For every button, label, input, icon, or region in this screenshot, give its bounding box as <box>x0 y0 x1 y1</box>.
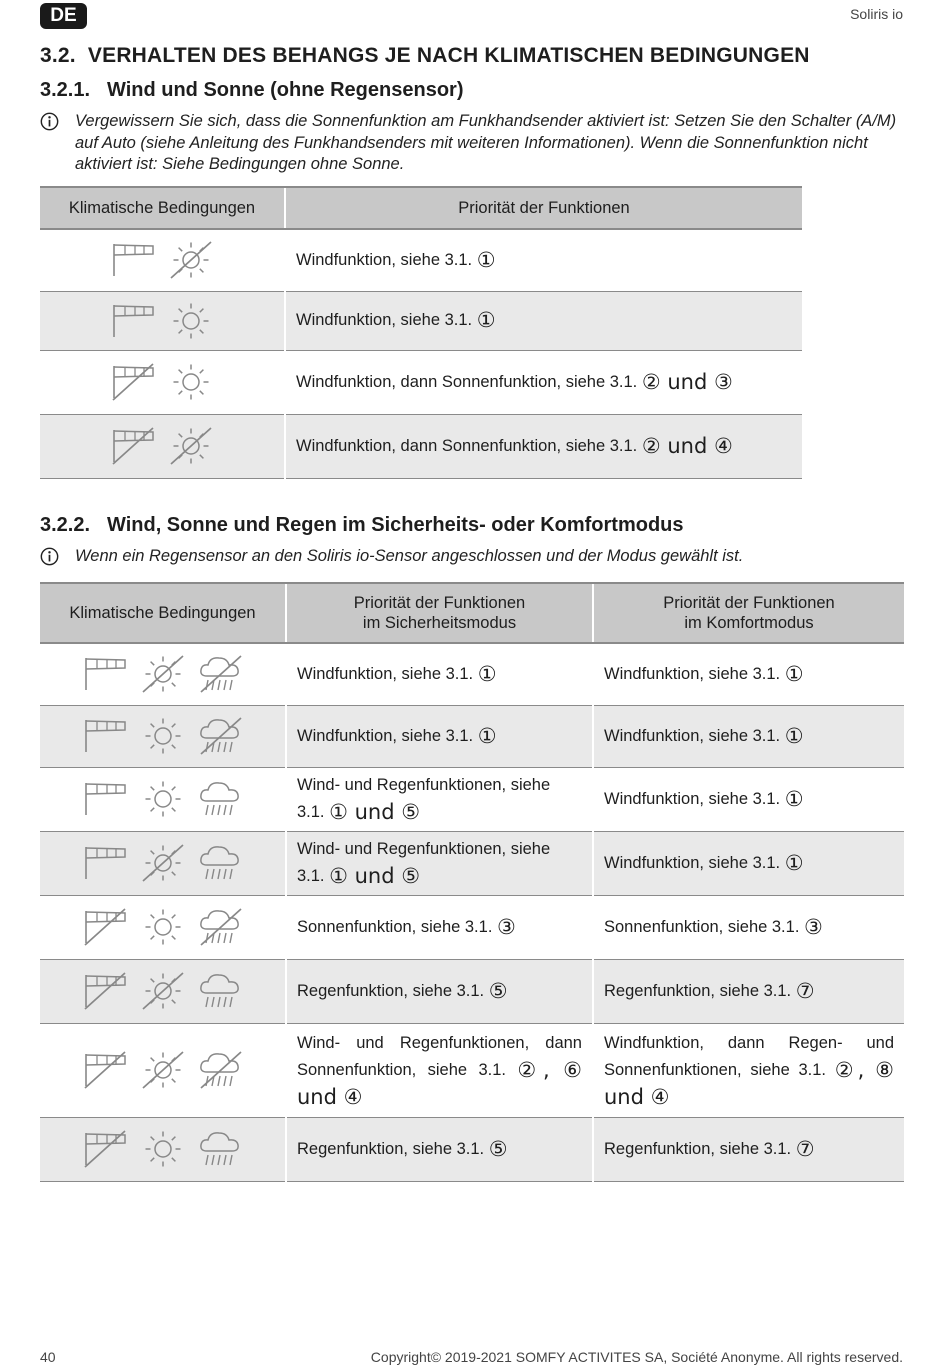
priority-text: Windfunktion, siehe 3.1. <box>296 250 473 269</box>
conditions-cell <box>40 1117 286 1181</box>
wind-crossed-icon <box>80 1127 130 1171</box>
subsection-title: Wind und Sonne (ohne Regensensor) <box>107 79 464 101</box>
copyright-notice: Copyright© 2019-2021 SOMFY ACTIVITES SA, Société Anonyme. All rights reserved. <box>370 1349 903 1365</box>
header-priority-comfort-line1: Priorität der Funktionen <box>663 594 835 612</box>
step-reference: ① <box>477 723 497 748</box>
priority-comfort-cell <box>593 643 904 705</box>
priority-comfort-cell <box>593 1117 904 1181</box>
sun-crossed-icon <box>138 969 188 1013</box>
subsection-number: 3.2.1. <box>40 79 91 101</box>
priority-safety-cell <box>286 831 593 895</box>
wind-icon <box>80 841 130 885</box>
info-note-text: Wenn ein Regensensor an den Soliris io-Sensor angeschlossen und der Modus gewählt ist. <box>75 547 744 565</box>
rain-crossed-icon <box>196 714 246 758</box>
priority-text: Regenfunktion, siehe 3.1. <box>604 981 792 1000</box>
section-number: 3.2. <box>40 44 76 67</box>
priority-comfort-cell <box>593 767 904 831</box>
sun-icon <box>166 360 216 404</box>
subsection-heading-wind-sun-rain <box>40 514 684 537</box>
wind-icon <box>80 777 130 821</box>
product-name: Soliris io <box>850 6 903 22</box>
section-title: VERHALTEN DES BEHANGS JE NACH KLIMATISCHEN BEDINGUNGEN <box>87 44 810 67</box>
conditions-cell <box>40 895 286 959</box>
header-priority-safety <box>286 583 593 643</box>
wind-icon <box>108 299 158 343</box>
conditions-cell <box>40 1023 286 1117</box>
priority-safety-cell <box>286 959 593 1023</box>
wind-crossed-icon <box>108 360 158 404</box>
table-row <box>40 1023 904 1117</box>
priority-safety-cell <box>286 895 593 959</box>
conditions-cell <box>40 705 286 767</box>
step-reference: ③ <box>804 914 823 939</box>
table-row <box>40 291 802 350</box>
priority-safety-cell <box>286 643 593 705</box>
priority-text: Wind- und Regenfunktionen, dann Sonnenfunktion, siehe 3.1. <box>297 1033 582 1079</box>
rain-icon <box>196 841 246 885</box>
sun-icon <box>138 777 188 821</box>
step-reference: ① <box>784 723 804 748</box>
step-reference: ① <box>476 247 496 272</box>
step-reference: ① und ⑤ <box>329 800 421 824</box>
priority-safety-cell <box>286 1023 593 1117</box>
header-priority-safety-line1: Priorität der Funktionen <box>353 594 526 612</box>
step-reference: ⑤ <box>488 1136 508 1161</box>
conditions-cell <box>40 643 286 705</box>
header-climatic-conditions: Klimatische Bedingungen <box>40 583 286 643</box>
page-number: 40 <box>40 1349 56 1365</box>
priority-cell <box>285 350 802 414</box>
priority-text: Windfunktion, siehe 3.1. <box>297 664 474 683</box>
rain-icon <box>196 1127 246 1171</box>
step-reference: ① <box>784 850 804 875</box>
priority-text: Windfunktion, siehe 3.1. <box>604 726 781 745</box>
priority-text: Regenfunktion, siehe 3.1. <box>604 1139 792 1158</box>
sun-icon <box>138 714 188 758</box>
wind-crossed-icon <box>108 424 158 468</box>
priority-comfort-cell <box>593 959 904 1023</box>
step-reference: ③ <box>497 914 516 939</box>
table-row <box>40 643 904 705</box>
priority-cell <box>285 291 802 350</box>
rain-crossed-icon <box>196 905 246 949</box>
priority-comfort-cell <box>593 831 904 895</box>
conditions-cell <box>40 291 285 350</box>
step-reference: ① <box>784 661 804 686</box>
priority-comfort-cell <box>593 895 904 959</box>
priority-text: Windfunktion, siehe 3.1. <box>604 853 781 872</box>
sun-icon <box>138 905 188 949</box>
priority-safety-cell <box>286 767 593 831</box>
priority-cell <box>285 414 802 478</box>
priority-text: Windfunktion, siehe 3.1. <box>604 789 781 808</box>
priority-safety-cell <box>286 705 593 767</box>
step-reference: ②, ⑥ und ④ <box>297 1057 582 1109</box>
wind-icon <box>80 652 130 696</box>
sun-crossed-icon <box>166 238 216 282</box>
conditions-cell <box>40 767 286 831</box>
priority-cell <box>285 229 802 291</box>
conditions-cell <box>40 831 286 895</box>
table-row <box>40 414 802 478</box>
priority-text: Windfunktion, siehe 3.1. <box>604 664 781 683</box>
language-badge: DE <box>40 3 87 29</box>
step-reference: ⑤ <box>488 978 508 1003</box>
step-reference: ① <box>476 308 496 332</box>
conditions-cell <box>40 414 285 478</box>
header-climatic-conditions: Klimatische Bedingungen <box>40 187 285 229</box>
table-header-row <box>40 187 802 229</box>
priority-text: Regenfunktion, siehe 3.1. <box>297 1139 485 1158</box>
priority-text: Sonnenfunktion, siehe 3.1. <box>604 917 800 936</box>
sun-icon <box>166 299 216 343</box>
conditions-cell <box>40 229 285 291</box>
priority-text: Windfunktion, dann Regen- und Sonnenfunktionen, siehe 3.1. <box>604 1033 894 1079</box>
header-priority-safety-line2: im Sicherheitsmodus <box>362 614 517 632</box>
priority-text: Sonnenfunktion, siehe 3.1. <box>297 917 493 936</box>
step-reference: ① <box>784 786 804 811</box>
step-reference: ① <box>477 661 497 686</box>
section-heading <box>40 44 810 68</box>
priority-text: Windfunktion, dann Sonnenfunktion, siehe 3.1. <box>296 372 638 391</box>
sun-icon <box>138 1127 188 1171</box>
table-row <box>40 831 904 895</box>
info-note-text: Vergewissern Sie sich, dass die Sonnenfunktion am Funkhandsender aktiviert ist: Setzen Sie den Schalter (A/M) auf Auto (siehe Anleitung des Funkhandsenders mit weiteren Informationen). Wenn die Sonnenfunktion nicht aktiviert ist: Siehe Bedingungen ohne Sonne. <box>75 112 897 173</box>
table-row <box>40 895 904 959</box>
priority-text: Wind- und Regenfunktionen, siehe 3.1. <box>297 776 551 821</box>
info-note <box>40 111 904 176</box>
table-row <box>40 767 904 831</box>
step-reference: ⑦ <box>795 978 815 1003</box>
priority-comfort-cell <box>593 1023 904 1117</box>
subsection-number: 3.2.2. <box>40 514 91 536</box>
priority-text: Windfunktion, siehe 3.1. <box>296 311 473 329</box>
header-priority: Priorität der Funktionen <box>285 187 802 229</box>
wind-crossed-icon <box>80 969 130 1013</box>
info-icon <box>40 547 59 566</box>
priority-safety-cell <box>286 1117 593 1181</box>
subsection-heading-wind-sun <box>40 79 463 102</box>
priority-comfort-cell <box>593 705 904 767</box>
wind-crossed-icon <box>80 1048 130 1092</box>
table-row <box>40 705 904 767</box>
sun-crossed-icon <box>138 1048 188 1092</box>
sun-crossed-icon <box>166 424 216 468</box>
wind-icon <box>108 238 158 282</box>
rain-crossed-icon <box>196 652 246 696</box>
step-reference: ②, ⑧ und ④ <box>604 1057 894 1109</box>
rain-icon <box>196 969 246 1013</box>
info-note <box>40 546 904 568</box>
sun-crossed-icon <box>138 841 188 885</box>
wind-crossed-icon <box>80 905 130 949</box>
step-reference: ① und ⑤ <box>329 864 421 888</box>
step-reference: ② und ④ <box>641 433 733 458</box>
subsection-title: Wind, Sonne und Regen im Sicherheits- oder Komfortmodus <box>107 514 684 536</box>
table-wind-sun <box>40 186 802 479</box>
table-wind-sun-rain <box>40 582 904 1182</box>
rain-icon <box>196 777 246 821</box>
table-row <box>40 229 802 291</box>
priority-text: Windfunktion, siehe 3.1. <box>297 726 474 745</box>
step-reference: ⑦ <box>795 1136 815 1161</box>
header-priority-comfort-line2: im Komfortmodus <box>684 614 814 632</box>
table-header-row <box>40 583 904 643</box>
info-icon <box>40 112 59 131</box>
priority-text: Windfunktion, dann Sonnenfunktion, siehe 3.1. <box>296 436 638 455</box>
wind-icon <box>80 714 130 758</box>
table-row <box>40 350 802 414</box>
table-row <box>40 1117 904 1181</box>
header-priority-comfort <box>593 583 904 643</box>
conditions-cell <box>40 959 286 1023</box>
sun-crossed-icon <box>138 652 188 696</box>
priority-text: Wind- und Regenfunktionen, siehe 3.1. <box>297 840 551 885</box>
priority-text: Regenfunktion, siehe 3.1. <box>297 981 485 1000</box>
table-row <box>40 959 904 1023</box>
rain-crossed-icon <box>196 1048 246 1092</box>
step-reference: ② und ③ <box>641 369 733 394</box>
conditions-cell <box>40 350 285 414</box>
